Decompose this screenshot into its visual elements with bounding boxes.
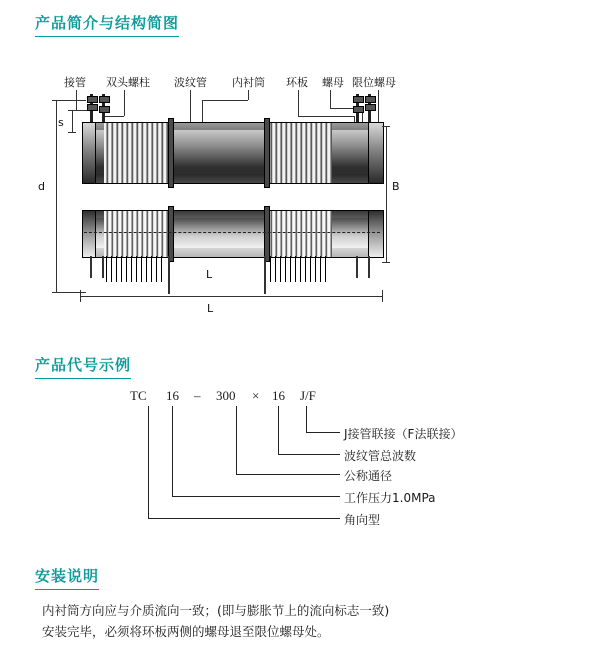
leader-liner [248,90,249,100]
dimension-tick-B-bottom [382,262,390,263]
ring-plate-left-top [168,118,174,188]
callout-label-ring-plate: 环板 [286,76,308,89]
nozzle-right-top [368,122,384,184]
nut-top-left-a [87,96,98,103]
section-title-intro [35,12,179,37]
corrugation-group-left-bottom [104,210,168,258]
code-desc-connection: J接管联接（F法联接） [344,427,463,441]
callout-label-nut: 螺母 [322,76,344,89]
code-leader-v-connection [306,406,307,432]
nozzle-left-bottom [82,210,96,258]
leader-liner-h [202,100,248,101]
code-leader-h-wave [278,454,340,455]
tie-rod-right [264,256,266,294]
code-leader-v-pressure [172,406,173,496]
corrugation-group-left [104,122,168,184]
hatch-left-bottom [106,256,166,282]
code-part-dash: – [194,388,201,403]
code-part-diameter: 300 [216,388,236,403]
code-part-pressure: 16 [166,388,179,403]
section-title-intro-text: 产品简介与结构简图 [35,12,179,37]
tie-rod-left [168,256,170,294]
center-axis-line [84,232,380,233]
hatch-right-bottom [270,256,330,282]
install-note-2: 安装完毕，必须将环板两侧的螺母退至限位螺母处。 [42,624,330,639]
dimension-line-B [386,126,387,262]
callout-label-nozzle: 接管 [64,76,86,89]
code-leader-v-diameter [236,406,237,474]
leader-stud-h [104,116,124,117]
leader-ring-plate-h [298,116,354,117]
nut-top-right2-b [365,104,376,111]
callout-label-limit-nut: 限位螺母 [352,76,396,89]
nut-top-right-b [353,106,364,113]
ring-plate-left-bottom [168,206,174,262]
dimension-line-s [72,110,73,132]
section-title-code [35,354,131,379]
section-title-install [35,565,99,590]
dimension-tick-B-top [382,126,390,127]
leader-bellows [190,90,191,122]
section-title-code-text: 产品代号示例 [35,354,131,379]
nozzle-left-top [82,122,96,184]
corrugation-group-right-bottom [268,210,332,258]
code-part-wave-count: 16 [272,388,285,403]
dimension-label-L: L [206,268,213,281]
ring-plate-right-top [264,118,270,188]
code-part-type: TC [130,388,147,403]
callout-label-bellows: 波纹管 [174,76,207,89]
dimension-label-B: B [392,180,400,193]
dimension-line-L [80,296,382,297]
leader-ring-plate [298,90,299,116]
code-leader-h-pressure [172,496,340,497]
ring-plate-right-bottom [264,206,270,262]
code-desc-wave-count: 波纹管总波数 [344,449,417,463]
stud-bottom-left2 [102,256,104,278]
code-leader-h-connection [306,432,340,433]
code-leader-h-diameter [236,474,340,475]
dimension-ext-d-top [56,100,86,101]
nut-top-left2-a [99,96,110,103]
install-note-1: 内衬筒方向应与介质流向一致；(即与膨胀节上的流向标志一致) [42,603,390,618]
code-desc-type: 角向型 [344,513,381,527]
nut-top-left-b [87,104,98,111]
stud-bottom-right [356,256,358,278]
dimension-label-s: s [58,116,64,129]
code-part-times: × [252,388,260,403]
dimension-line-d [56,100,57,292]
install-notes [42,600,562,642]
code-leader-v-type [148,406,149,518]
structure-diagram [0,60,600,340]
dimension-tick-s-bottom [68,132,76,133]
dimension-tick-L-left [80,290,81,302]
dimension-label-L-text: L [207,302,214,315]
dimension-ext-d-bottom [56,292,86,293]
leader-nut [330,90,331,108]
nut-top-right-a [353,96,364,103]
code-leader-v-wave [278,406,279,454]
product-code-example [0,380,600,550]
code-desc-pressure: 工作压力1.0MPa [344,491,436,505]
code-part-connection: J/F [300,388,316,403]
code-leader-h-type [148,518,340,519]
callout-label-liner: 内衬筒 [232,76,265,89]
callout-label-double-end-stud: 双头螺柱 [106,76,150,89]
dimension-tick-L-right [382,290,383,302]
leader-stud [124,90,125,116]
stud-bottom-left [90,256,92,278]
code-desc-diameter: 公称通径 [344,469,393,483]
leader-limit-nut [378,90,379,122]
nozzle-right-bottom [368,210,384,258]
dimension-label-d: d [38,180,45,193]
nut-top-right2-a [365,96,376,103]
dimension-tick-s-top [68,110,76,111]
section-title-install-text: 安装说明 [35,565,99,590]
corrugation-group-right [268,122,332,184]
nut-top-left2-b [99,106,110,113]
stud-bottom-right2 [368,256,370,278]
